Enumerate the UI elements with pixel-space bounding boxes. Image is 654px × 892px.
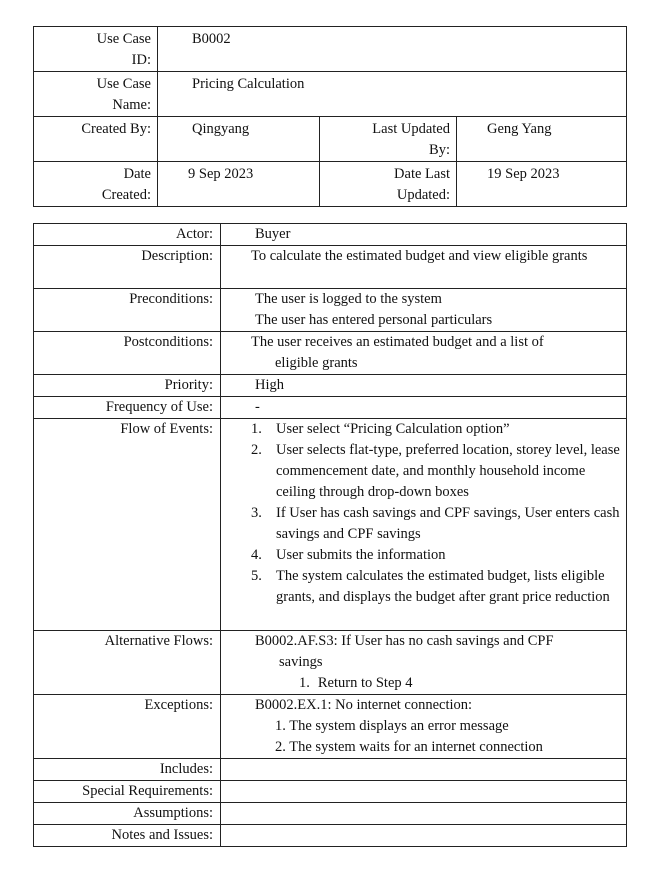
last-updated-by-label: Last Updated By:: [320, 117, 457, 162]
last-updated-by-value: Geng Yang: [457, 117, 627, 162]
flow-of-events-label: Flow of Events:: [34, 419, 221, 631]
assumptions-label: Assumptions:: [34, 803, 221, 825]
date-created-label: Date Created:: [34, 162, 158, 207]
date-last-updated-value: 19 Sep 2023: [457, 162, 627, 207]
frequency-label: Frequency of Use:: [34, 397, 221, 419]
priority-label: Priority:: [34, 375, 221, 397]
use-case-id-value: B0002: [158, 27, 627, 72]
flow-step: 4. User submits the information: [251, 547, 446, 563]
exceptions-label: Exceptions:: [34, 695, 221, 759]
alternative-flows-value: B0002.AF.S3: If User has no cash savings and CPF savings 1. Return to Step 4: [221, 631, 627, 695]
flow-step: 1. User select “Pricing Calculation option”: [251, 421, 510, 437]
postconditions-value: The user receives an estimated budget and a list of eligible grants: [221, 332, 627, 375]
preconditions-value: [221, 289, 627, 332]
includes-value: [221, 759, 627, 781]
priority-value: High: [221, 375, 627, 397]
flow-step: 5. The system calculates the estimated budget, lists eligible grants, and displays the budget after grant price reduction: [251, 568, 610, 605]
assumptions-value: [221, 803, 627, 825]
notes-issues-value: [221, 825, 627, 847]
flow-step: 3. If User has cash savings and CPF savings, User enters cash savings and CPF savings: [251, 505, 620, 542]
alt-flow-step: 1. Return to Step 4: [299, 675, 413, 691]
special-requirements-value: [221, 781, 627, 803]
actor-label: Actor:: [34, 224, 221, 246]
use-case-id-label: Use Case ID:: [34, 27, 158, 72]
precondition-item: The user is logged to the system: [255, 291, 442, 307]
flow-list: [251, 419, 626, 608]
precondition-item: The user has entered personal particulars: [255, 312, 493, 328]
postconditions-label: Postconditions:: [34, 332, 221, 375]
use-case-name-label: Use Case Name:: [34, 72, 158, 117]
flow-of-events-value: [221, 419, 627, 631]
created-by-label: Created By:: [34, 117, 158, 162]
description-value: To calculate the estimated budget and view eligible grants: [221, 246, 627, 289]
alternative-flows-label: Alternative Flows:: [34, 631, 221, 695]
frequency-value: -: [221, 397, 627, 419]
created-by-value: Qingyang: [158, 117, 320, 162]
description-label: Description:: [34, 246, 221, 289]
preconditions-label: Preconditions:: [34, 289, 221, 332]
notes-issues-label: Notes and Issues:: [34, 825, 221, 847]
actor-value: Buyer: [221, 224, 627, 246]
use-case-header-table: [33, 26, 627, 207]
exceptions-value: B0002.EX.1: No internet connection: 1. The system displays an error message 2. The system waits for an internet connection: [221, 695, 627, 759]
use-case-details-table: [33, 223, 627, 847]
includes-label: Includes:: [34, 759, 221, 781]
special-requirements-label: Special Requirements:: [34, 781, 221, 803]
date-created-value: 9 Sep 2023: [158, 162, 320, 207]
use-case-name-value: Pricing Calculation: [158, 72, 627, 117]
exception-item: 2. The system waits for an internet connection: [275, 739, 543, 755]
date-last-updated-label: Date Last Updated:: [320, 162, 457, 207]
flow-step: 2. User selects flat-type, preferred location, storey level, lease commencement date, and monthly household income ceiling through drop-down boxes: [251, 442, 620, 500]
exception-item: 1. The system displays an error message: [275, 718, 509, 734]
